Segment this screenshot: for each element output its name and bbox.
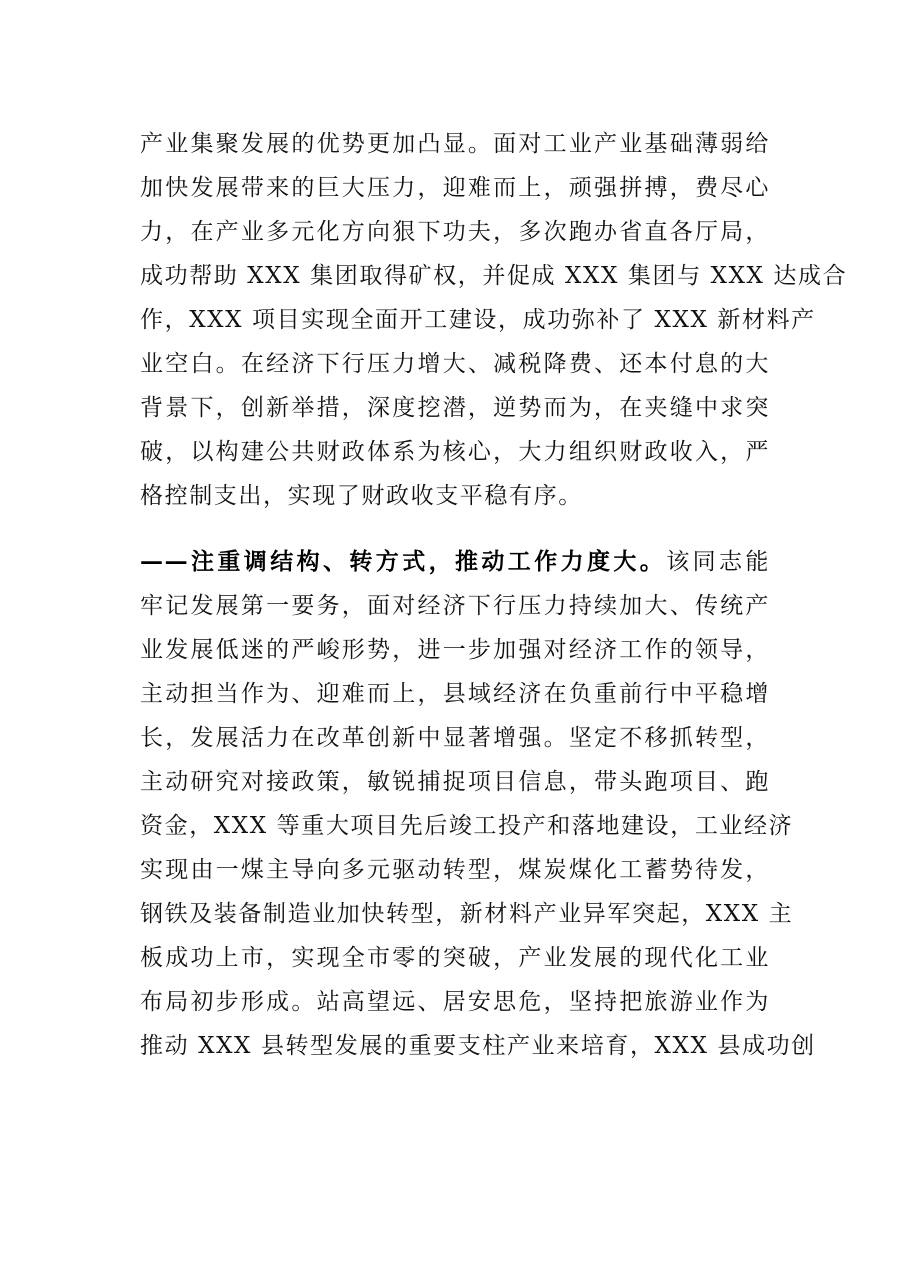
text-line: 背景下，创新举措，深度挖潜，逆势而为，在夹缝中求突 — [140, 395, 770, 421]
text-line: 力，在产业多元化方向狠下功夫，多次跑办省直各厅局， — [140, 219, 770, 245]
text-line: 实现由一煤主导向多元驱动转型，煤炭煤化工蓄势待发， — [140, 857, 770, 883]
document-body — [140, 122, 848, 1068]
text-line: 加快发展带来的巨大压力，迎难而上，顽强拼搏，费尽心 — [140, 175, 770, 201]
text-line: 业发展低迷的严峻形势，进一步加强对经济工作的领导， — [140, 637, 770, 663]
paragraph-spacer — [140, 518, 770, 540]
text-line: 长，发展活力在改革创新中显著增强。坚定不移抓转型， — [140, 725, 770, 751]
text-line: 布局初步形成。站高望远、居安思危，坚持把旅游业作为 — [140, 989, 770, 1015]
text-line: 产业集聚发展的优势更加凸显。面对工业产业基础薄弱给 — [140, 131, 770, 157]
text-line: 业空白。在经济下行压力增大、减税降费、还本付息的大 — [140, 351, 770, 377]
text-line: 主动研究对接政策，敏锐捕捉项目信息，带头跑项目、跑 — [140, 769, 770, 795]
text-line: 破，以构建公共财政体系为核心，大力组织财政收入，严 — [140, 439, 770, 465]
text-line: 成功帮助 XXX 集团取得矿权，并促成 XXX 集团与 XXX 达成合 — [140, 263, 848, 289]
text-line-with-heading — [140, 540, 770, 584]
text-line: 板成功上市，实现全市零的突破，产业发展的现代化工业 — [140, 945, 770, 971]
heading-line-rest: 该同志能 — [666, 549, 771, 575]
paragraph-2 — [140, 540, 816, 1068]
text-line: 主动担当作为、迎难而上，县域经济在负重前行中平稳增 — [140, 681, 770, 707]
text-line: 牢记发展第一要务，面对经济下行压力持续加大、传统产 — [140, 593, 770, 619]
text-line: 作，XXX 项目实现全面开工建设，成功弥补了 XXX 新材料产 — [140, 307, 816, 333]
paragraph-heading: ——注重调结构、转方式，推动工作力度大。 — [140, 548, 667, 575]
paragraph-1 — [140, 122, 848, 518]
text-line: 推动 XXX 县转型发展的重要支柱产业来培育，XXX 县成功创 — [140, 1033, 816, 1059]
text-line: 资金，XXX 等重大项目先后竣工投产和落地建设，工业经济 — [140, 813, 794, 839]
text-line: 钢铁及装备制造业加快转型，新材料产业异军突起，XXX 主 — [140, 901, 794, 927]
text-line: 格控制支出，实现了财政收支平稳有序。 — [140, 483, 583, 509]
